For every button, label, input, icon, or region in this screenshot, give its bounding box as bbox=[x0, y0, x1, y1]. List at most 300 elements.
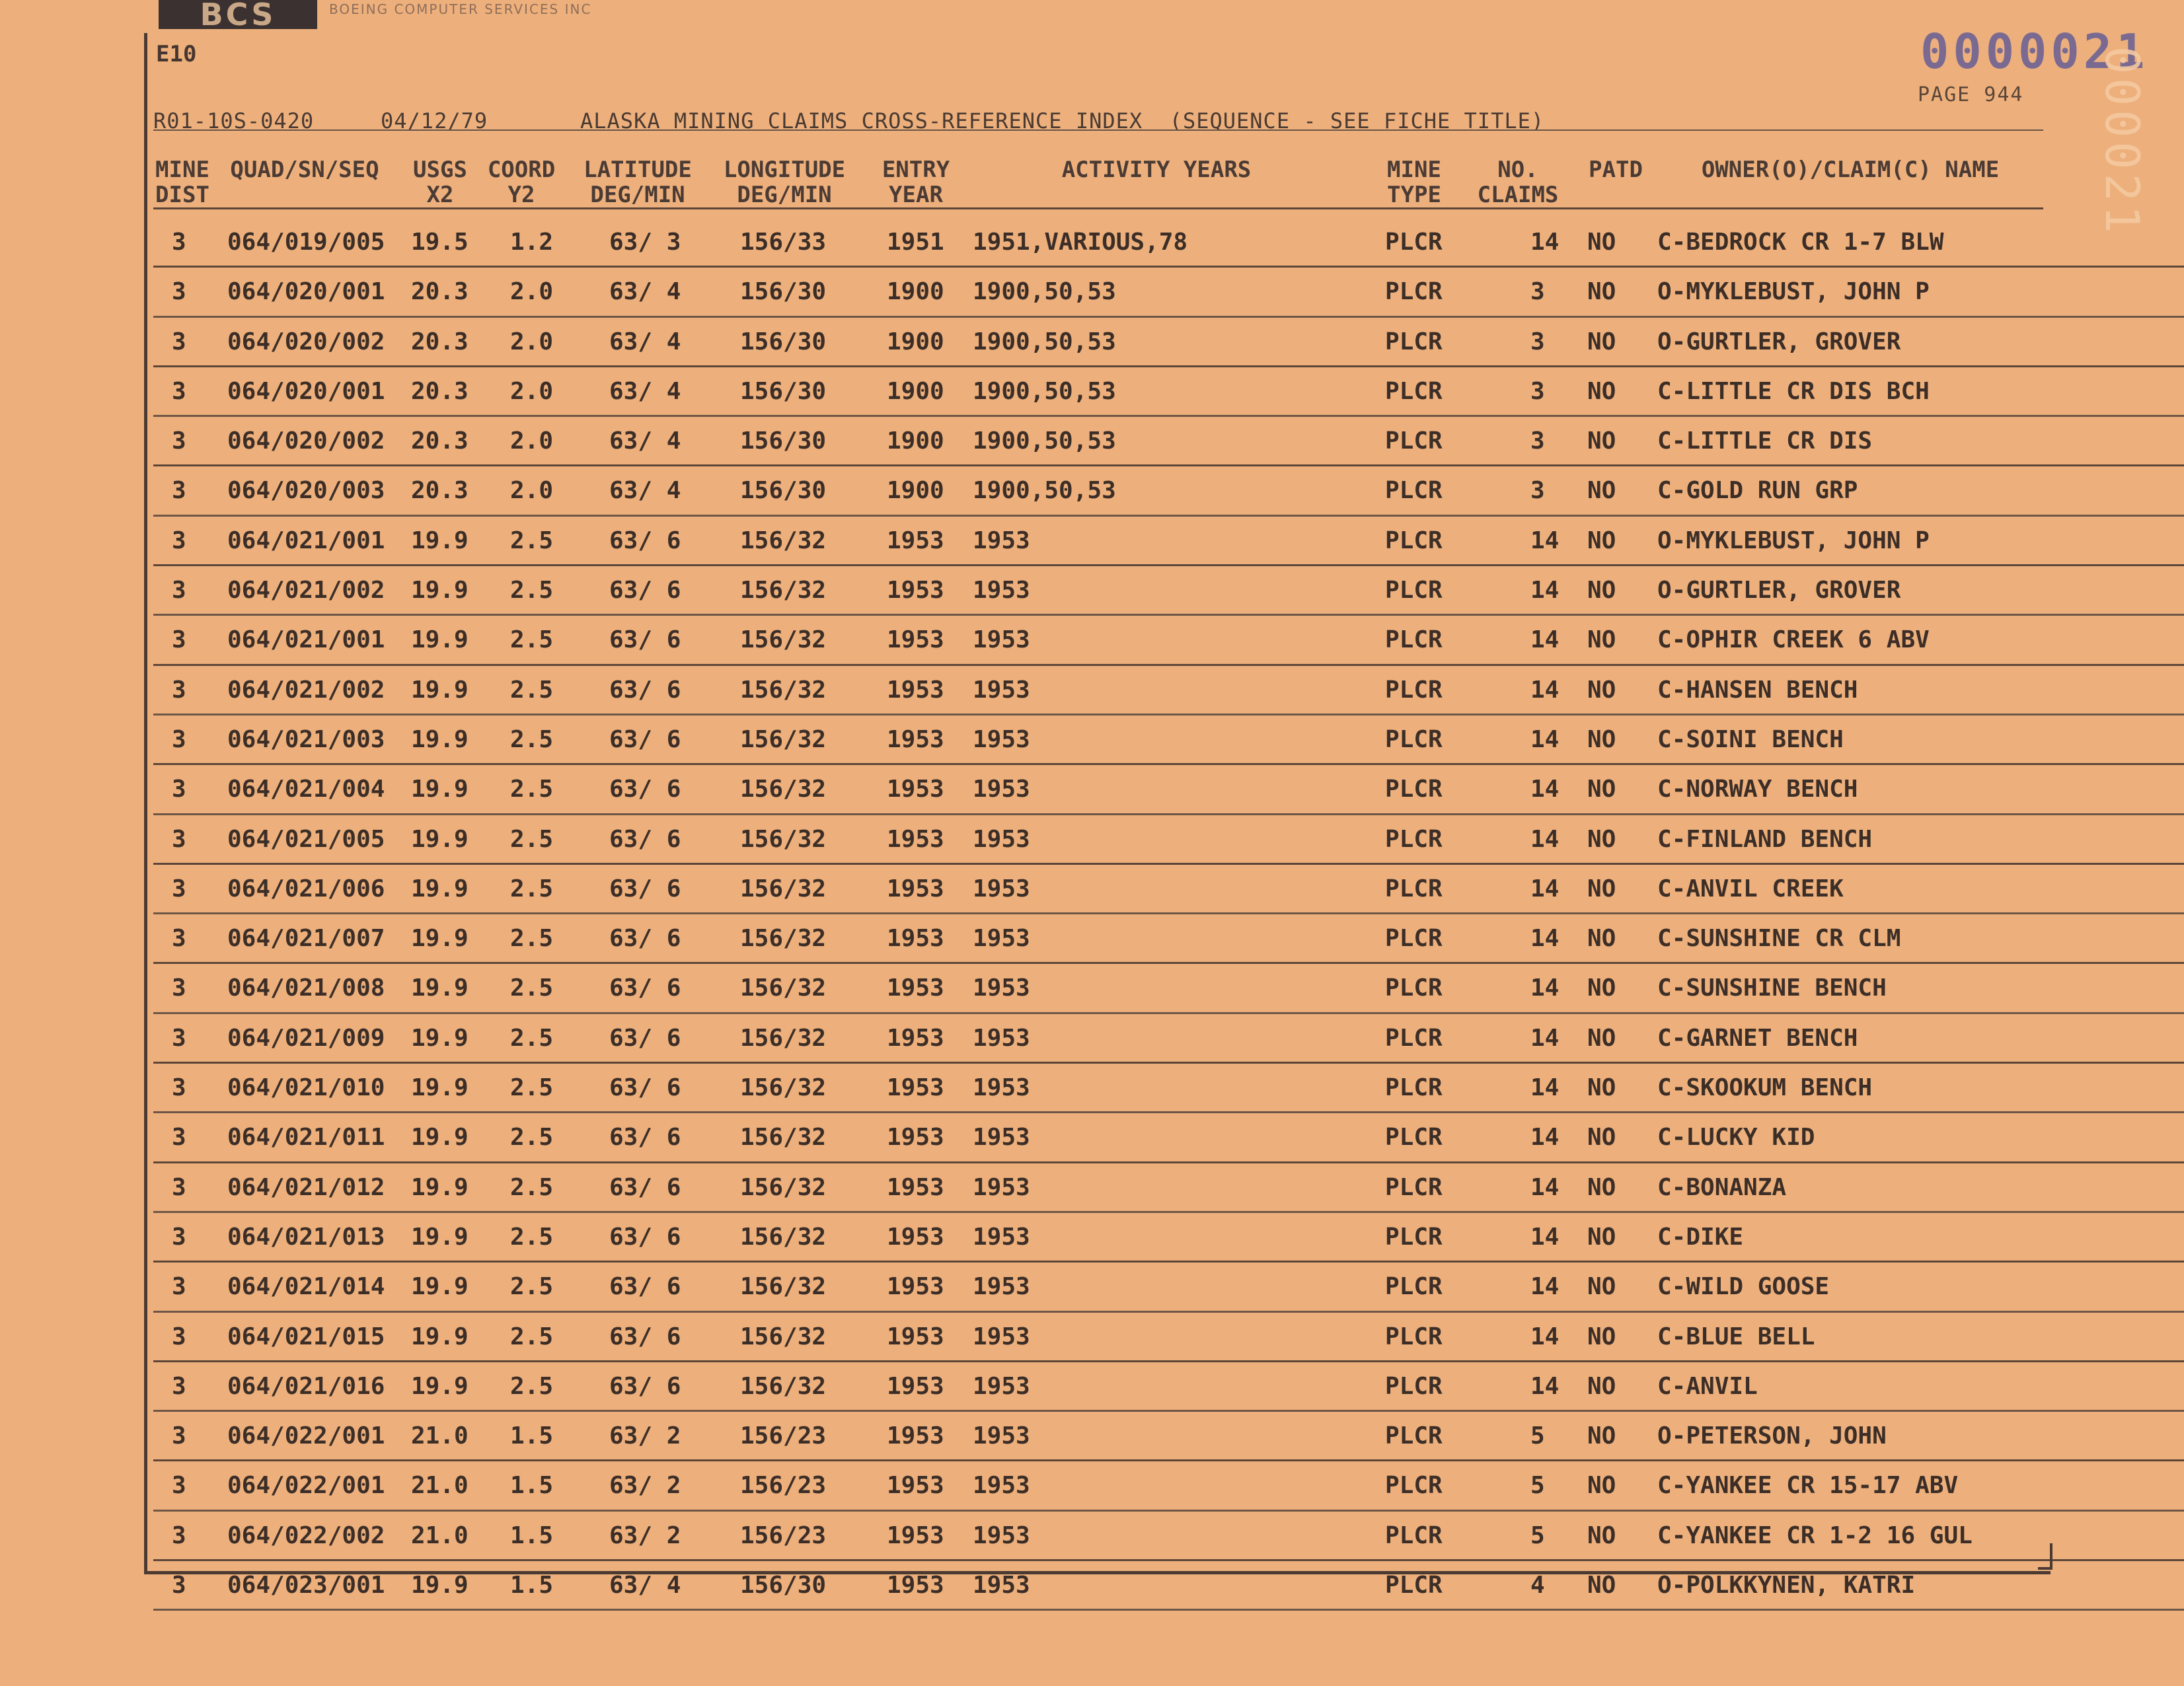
owner-claim-name: O-MYKLEBUST, JOHN P bbox=[1657, 278, 1930, 306]
longitude: 156/30 bbox=[740, 377, 827, 405]
mine-type: PLCR bbox=[1385, 1521, 1443, 1549]
mine-dist: 3 bbox=[172, 925, 186, 953]
owner-claim-name: O-PETERSON, JOHN bbox=[1657, 1422, 1887, 1450]
table-row bbox=[153, 466, 2184, 516]
usgs-x2: 21.0 bbox=[411, 1422, 469, 1450]
table-row bbox=[153, 914, 2184, 964]
latitude: 63/ 2 bbox=[609, 1521, 681, 1549]
col-header-claims: NO. CLAIMS bbox=[1477, 157, 1559, 208]
col-header-longitude: LONGITUDE DEG/MIN bbox=[723, 157, 846, 208]
owner-claim-name: C-BLUE BELL bbox=[1657, 1323, 1815, 1350]
col-header-x2: USGS X2 bbox=[413, 157, 467, 208]
quad-sn-seq: 064/021/013 bbox=[227, 1223, 385, 1251]
claim-count: 14 bbox=[1530, 1323, 1560, 1350]
longitude: 156/32 bbox=[740, 725, 827, 753]
mine-dist: 3 bbox=[172, 1024, 186, 1052]
claim-count: 14 bbox=[1530, 1024, 1560, 1052]
mine-dist: 3 bbox=[172, 676, 186, 704]
col-header-quad: QUAD/SN/SEQ bbox=[230, 157, 379, 183]
usgs-x2: 19.9 bbox=[411, 527, 469, 554]
patented: NO bbox=[1587, 1074, 1616, 1102]
activity-years: 1953 bbox=[973, 725, 1030, 753]
claim-count: 14 bbox=[1530, 875, 1560, 902]
usgs-x2: 19.9 bbox=[411, 577, 469, 605]
table-row bbox=[153, 1362, 2184, 1412]
usgs-x2: 19.9 bbox=[411, 1074, 469, 1102]
owner-claim-name: C-ANVIL bbox=[1657, 1372, 1758, 1400]
usgs-x2: 20.3 bbox=[411, 278, 469, 306]
longitude: 156/23 bbox=[740, 1422, 827, 1450]
longitude: 156/32 bbox=[740, 1024, 827, 1052]
quad-sn-seq: 064/021/015 bbox=[227, 1323, 385, 1350]
column-header-rule bbox=[153, 207, 2043, 209]
mine-type: PLCR bbox=[1385, 328, 1443, 355]
owner-claim-name: C-WILD GOOSE bbox=[1657, 1273, 1830, 1301]
quad-sn-seq: 064/021/007 bbox=[227, 925, 385, 953]
activity-years: 1900,50,53 bbox=[973, 377, 1116, 405]
usgs-x2: 19.9 bbox=[411, 1223, 469, 1251]
table-row bbox=[153, 566, 2184, 616]
mine-dist: 3 bbox=[172, 626, 186, 654]
claim-count: 14 bbox=[1530, 825, 1560, 853]
mine-dist: 3 bbox=[172, 427, 186, 455]
claim-count: 14 bbox=[1530, 676, 1560, 704]
longitude: 156/32 bbox=[740, 1273, 827, 1301]
owner-claim-name: C-SOINI BENCH bbox=[1657, 725, 1844, 753]
mine-dist: 3 bbox=[172, 1074, 186, 1102]
table-row bbox=[153, 517, 2184, 566]
entry-year: 1953 bbox=[887, 527, 944, 554]
mine-type: PLCR bbox=[1385, 825, 1443, 853]
usgs-x2: 19.9 bbox=[411, 676, 469, 704]
quad-sn-seq: 064/021/005 bbox=[227, 825, 385, 853]
activity-years: 1900,50,53 bbox=[973, 477, 1116, 505]
claim-count: 14 bbox=[1530, 1173, 1560, 1201]
patented: NO bbox=[1587, 626, 1616, 654]
usgs-x2: 21.0 bbox=[411, 1472, 469, 1500]
quad-sn-seq: 064/021/014 bbox=[227, 1273, 385, 1301]
page-number: PAGE 944 bbox=[1918, 83, 2024, 106]
table-row bbox=[153, 1163, 2184, 1213]
latitude: 63/ 4 bbox=[609, 278, 681, 306]
owner-claim-name: C-SKOOKUM BENCH bbox=[1657, 1074, 1873, 1102]
mine-dist: 3 bbox=[172, 527, 186, 554]
activity-years: 1951,VARIOUS,78 bbox=[973, 229, 1188, 256]
owner-claim-name: C-NORWAY BENCH bbox=[1657, 776, 1858, 803]
quad-sn-seq: 064/021/011 bbox=[227, 1124, 385, 1152]
activity-years: 1953 bbox=[973, 1422, 1030, 1450]
col-header-mine-type: MINE TYPE bbox=[1387, 157, 1441, 208]
mine-type: PLCR bbox=[1385, 725, 1443, 753]
patented: NO bbox=[1587, 776, 1616, 803]
activity-years: 1953 bbox=[973, 1372, 1030, 1400]
owner-claim-name: C-LITTLE CR DIS BCH bbox=[1657, 377, 1930, 405]
latitude: 63/ 6 bbox=[609, 825, 681, 853]
mine-type: PLCR bbox=[1385, 229, 1443, 256]
mine-dist: 3 bbox=[172, 1323, 186, 1350]
patented: NO bbox=[1587, 1273, 1616, 1301]
patented: NO bbox=[1587, 676, 1616, 704]
usgs-x2: 19.9 bbox=[411, 725, 469, 753]
coord-y2: 2.0 bbox=[510, 377, 554, 405]
mine-dist: 3 bbox=[172, 1124, 186, 1152]
table-row bbox=[153, 616, 2184, 665]
quad-sn-seq: 064/022/001 bbox=[227, 1422, 385, 1450]
table-row bbox=[153, 1064, 2184, 1113]
claim-count: 14 bbox=[1530, 1074, 1560, 1102]
mine-dist: 3 bbox=[172, 1422, 186, 1450]
mine-dist: 3 bbox=[172, 477, 186, 505]
claim-count: 14 bbox=[1530, 974, 1560, 1002]
activity-years: 1953 bbox=[973, 1173, 1030, 1201]
quad-sn-seq: 064/020/002 bbox=[227, 328, 385, 355]
patented: NO bbox=[1587, 477, 1616, 505]
longitude: 156/23 bbox=[740, 1521, 827, 1549]
claim-count: 14 bbox=[1530, 527, 1560, 554]
latitude: 63/ 4 bbox=[609, 1572, 681, 1599]
owner-claim-name: O-GURTLER, GROVER bbox=[1657, 328, 1901, 355]
coord-y2: 2.5 bbox=[510, 577, 554, 605]
coord-y2: 2.5 bbox=[510, 527, 554, 554]
quad-sn-seq: 064/019/005 bbox=[227, 229, 385, 256]
entry-year: 1953 bbox=[887, 1323, 944, 1350]
usgs-x2: 19.9 bbox=[411, 1323, 469, 1350]
usgs-x2: 19.9 bbox=[411, 1572, 469, 1599]
usgs-x2: 19.9 bbox=[411, 1173, 469, 1201]
activity-years: 1900,50,53 bbox=[973, 328, 1116, 355]
claim-count: 14 bbox=[1530, 725, 1560, 753]
patented: NO bbox=[1587, 1173, 1616, 1201]
activity-years: 1900,50,53 bbox=[973, 278, 1116, 306]
table-row bbox=[153, 964, 2184, 1013]
coord-y2: 1.5 bbox=[510, 1472, 554, 1500]
company-name: BOEING COMPUTER SERVICES INC bbox=[329, 1, 592, 17]
usgs-x2: 19.5 bbox=[411, 229, 469, 256]
claim-count: 3 bbox=[1530, 328, 1545, 355]
coord-y2: 2.5 bbox=[510, 725, 554, 753]
claim-count: 14 bbox=[1530, 626, 1560, 654]
mine-type: PLCR bbox=[1385, 1572, 1443, 1599]
mine-dist: 3 bbox=[172, 1521, 186, 1549]
activity-years: 1953 bbox=[973, 1074, 1030, 1102]
mine-dist: 3 bbox=[172, 278, 186, 306]
usgs-x2: 20.3 bbox=[411, 328, 469, 355]
patented: NO bbox=[1587, 377, 1616, 405]
longitude: 156/32 bbox=[740, 1124, 827, 1152]
usgs-x2: 19.9 bbox=[411, 1124, 469, 1152]
longitude: 156/23 bbox=[740, 1472, 827, 1500]
activity-years: 1953 bbox=[973, 1223, 1030, 1251]
coord-y2: 2.5 bbox=[510, 1024, 554, 1052]
activity-years: 1953 bbox=[973, 974, 1030, 1002]
patented: NO bbox=[1587, 1223, 1616, 1251]
entry-year: 1953 bbox=[887, 974, 944, 1002]
table-row bbox=[153, 815, 2184, 865]
entry-year: 1953 bbox=[887, 1124, 944, 1152]
mine-type: PLCR bbox=[1385, 278, 1443, 306]
patented: NO bbox=[1587, 1024, 1616, 1052]
usgs-x2: 21.0 bbox=[411, 1521, 469, 1549]
entry-year: 1953 bbox=[887, 626, 944, 654]
table-row bbox=[153, 1113, 2184, 1163]
longitude: 156/32 bbox=[740, 825, 827, 853]
quad-sn-seq: 064/021/016 bbox=[227, 1372, 385, 1400]
usgs-x2: 19.9 bbox=[411, 925, 469, 953]
quad-sn-seq: 064/022/001 bbox=[227, 1472, 385, 1500]
longitude: 156/30 bbox=[740, 1572, 827, 1599]
coord-y2: 2.5 bbox=[510, 1124, 554, 1152]
mine-type: PLCR bbox=[1385, 577, 1443, 605]
owner-claim-name: C-LITTLE CR DIS bbox=[1657, 427, 1873, 455]
longitude: 156/32 bbox=[740, 875, 827, 902]
usgs-x2: 19.9 bbox=[411, 776, 469, 803]
longitude: 156/32 bbox=[740, 626, 827, 654]
claim-count: 5 bbox=[1530, 1422, 1545, 1450]
entry-year: 1953 bbox=[887, 825, 944, 853]
mine-type: PLCR bbox=[1385, 527, 1443, 554]
table-row bbox=[153, 268, 2184, 317]
entry-year: 1953 bbox=[887, 925, 944, 953]
usgs-x2: 19.9 bbox=[411, 1372, 469, 1400]
claim-count: 14 bbox=[1530, 1223, 1560, 1251]
usgs-x2: 20.3 bbox=[411, 377, 469, 405]
entry-year: 1953 bbox=[887, 1223, 944, 1251]
quad-sn-seq: 064/021/003 bbox=[227, 725, 385, 753]
patented: NO bbox=[1587, 427, 1616, 455]
coord-y2: 2.5 bbox=[510, 626, 554, 654]
patented: NO bbox=[1587, 577, 1616, 605]
owner-claim-name: C-BEDROCK CR 1-7 BLW bbox=[1657, 229, 1944, 256]
activity-years: 1953 bbox=[973, 1273, 1030, 1301]
coord-y2: 1.2 bbox=[510, 229, 554, 256]
claim-count: 14 bbox=[1530, 1372, 1560, 1400]
coord-y2: 1.5 bbox=[510, 1521, 554, 1549]
usgs-x2: 19.9 bbox=[411, 1273, 469, 1301]
mine-type: PLCR bbox=[1385, 1024, 1443, 1052]
mine-type: PLCR bbox=[1385, 427, 1443, 455]
entry-year: 1900 bbox=[887, 328, 944, 355]
latitude: 63/ 6 bbox=[609, 1173, 681, 1201]
edge-stamp: 000021 bbox=[2095, 46, 2149, 237]
claim-count: 14 bbox=[1530, 776, 1560, 803]
owner-claim-name: C-BONANZA bbox=[1657, 1173, 1787, 1201]
mine-type: PLCR bbox=[1385, 1223, 1443, 1251]
entry-year: 1953 bbox=[887, 1273, 944, 1301]
latitude: 63/ 6 bbox=[609, 1074, 681, 1102]
patented: NO bbox=[1587, 328, 1616, 355]
entry-year: 1953 bbox=[887, 1422, 944, 1450]
table-row bbox=[153, 417, 2184, 466]
mine-type: PLCR bbox=[1385, 1422, 1443, 1450]
table-row bbox=[153, 1313, 2184, 1362]
owner-claim-name: C-ANVIL CREEK bbox=[1657, 875, 1844, 902]
activity-years: 1953 bbox=[973, 577, 1030, 605]
mine-dist: 3 bbox=[172, 377, 186, 405]
latitude: 63/ 6 bbox=[609, 875, 681, 902]
latitude: 63/ 6 bbox=[609, 626, 681, 654]
owner-claim-name: O-GURTLER, GROVER bbox=[1657, 577, 1901, 605]
owner-claim-name: C-YANKEE CR 15-17 ABV bbox=[1657, 1472, 1959, 1500]
owner-claim-name: O-MYKLEBUST, JOHN P bbox=[1657, 527, 1930, 554]
claim-count: 3 bbox=[1530, 477, 1545, 505]
usgs-x2: 19.9 bbox=[411, 875, 469, 902]
mine-dist: 3 bbox=[172, 974, 186, 1002]
coord-y2: 2.5 bbox=[510, 875, 554, 902]
owner-claim-name: C-YANKEE CR 1-2 16 GUL bbox=[1657, 1521, 1973, 1549]
table-row bbox=[153, 1014, 2184, 1064]
entry-year: 1953 bbox=[887, 776, 944, 803]
mine-type: PLCR bbox=[1385, 1124, 1443, 1152]
mine-type: PLCR bbox=[1385, 1372, 1443, 1400]
quad-sn-seq: 064/021/006 bbox=[227, 875, 385, 902]
activity-years: 1953 bbox=[973, 925, 1030, 953]
activity-years: 1953 bbox=[973, 676, 1030, 704]
entry-year: 1900 bbox=[887, 427, 944, 455]
quad-sn-seq: 064/021/004 bbox=[227, 776, 385, 803]
fiche-id: E10 bbox=[156, 41, 197, 67]
entry-year: 1953 bbox=[887, 676, 944, 704]
activity-years: 1953 bbox=[973, 1472, 1030, 1500]
claim-count: 3 bbox=[1530, 377, 1545, 405]
owner-claim-name: C-FINLAND BENCH bbox=[1657, 825, 1873, 853]
mine-type: PLCR bbox=[1385, 974, 1443, 1002]
activity-years: 1953 bbox=[973, 1323, 1030, 1350]
mine-type: PLCR bbox=[1385, 1074, 1443, 1102]
coord-y2: 2.0 bbox=[510, 328, 554, 355]
latitude: 63/ 6 bbox=[609, 725, 681, 753]
coord-y2: 2.5 bbox=[510, 676, 554, 704]
longitude: 156/32 bbox=[740, 1323, 827, 1350]
mine-type: PLCR bbox=[1385, 377, 1443, 405]
mine-type: PLCR bbox=[1385, 1472, 1443, 1500]
mine-type: PLCR bbox=[1385, 776, 1443, 803]
quad-sn-seq: 064/021/012 bbox=[227, 1173, 385, 1201]
patented: NO bbox=[1587, 1372, 1616, 1400]
coord-y2: 2.5 bbox=[510, 1372, 554, 1400]
mine-dist: 3 bbox=[172, 875, 186, 902]
claim-count: 14 bbox=[1530, 577, 1560, 605]
entry-year: 1951 bbox=[887, 229, 944, 256]
quad-sn-seq: 064/020/001 bbox=[227, 377, 385, 405]
latitude: 63/ 6 bbox=[609, 1372, 681, 1400]
bcs-logo: BCS bbox=[159, 0, 317, 29]
patented: NO bbox=[1587, 1472, 1616, 1500]
mine-type: PLCR bbox=[1385, 1173, 1443, 1201]
mine-type: PLCR bbox=[1385, 925, 1443, 953]
latitude: 63/ 6 bbox=[609, 577, 681, 605]
entry-year: 1953 bbox=[887, 1472, 944, 1500]
patented: NO bbox=[1587, 278, 1616, 306]
table-row bbox=[153, 1561, 2184, 1611]
report-title: ALASKA MINING CLAIMS CROSS-REFERENCE INDEX (SEQUENCE - SEE FICHE TITLE) bbox=[580, 108, 1545, 133]
activity-years: 1953 bbox=[973, 875, 1030, 902]
longitude: 156/32 bbox=[740, 925, 827, 953]
mine-dist: 3 bbox=[172, 776, 186, 803]
mine-dist: 3 bbox=[172, 1472, 186, 1500]
coord-y2: 2.0 bbox=[510, 427, 554, 455]
coord-y2: 1.5 bbox=[510, 1422, 554, 1450]
entry-year: 1953 bbox=[887, 577, 944, 605]
owner-claim-name: C-LUCKY KID bbox=[1657, 1124, 1815, 1152]
latitude: 63/ 2 bbox=[609, 1422, 681, 1450]
quad-sn-seq: 064/020/003 bbox=[227, 477, 385, 505]
usgs-x2: 19.9 bbox=[411, 1024, 469, 1052]
quad-sn-seq: 064/021/001 bbox=[227, 527, 385, 554]
coord-y2: 2.5 bbox=[510, 1273, 554, 1301]
report-id: R01-10S-0420 bbox=[153, 108, 315, 133]
mine-type: PLCR bbox=[1385, 676, 1443, 704]
longitude: 156/32 bbox=[740, 1173, 827, 1201]
mine-dist: 3 bbox=[172, 1572, 186, 1599]
entry-year: 1953 bbox=[887, 875, 944, 902]
longitude: 156/32 bbox=[740, 776, 827, 803]
entry-year: 1953 bbox=[887, 1074, 944, 1102]
activity-years: 1953 bbox=[973, 1024, 1030, 1052]
latitude: 63/ 6 bbox=[609, 527, 681, 554]
mine-type: PLCR bbox=[1385, 1273, 1443, 1301]
patented: NO bbox=[1587, 1521, 1616, 1549]
table-row bbox=[153, 367, 2184, 417]
patented: NO bbox=[1587, 974, 1616, 1002]
quad-sn-seq: 064/021/010 bbox=[227, 1074, 385, 1102]
table-row bbox=[153, 1213, 2184, 1263]
patented: NO bbox=[1587, 1323, 1616, 1350]
usgs-x2: 19.9 bbox=[411, 626, 469, 654]
mine-dist: 3 bbox=[172, 229, 186, 256]
usgs-x2: 19.9 bbox=[411, 974, 469, 1002]
entry-year: 1953 bbox=[887, 1173, 944, 1201]
mine-dist: 3 bbox=[172, 725, 186, 753]
coord-y2: 2.5 bbox=[510, 776, 554, 803]
activity-years: 1953 bbox=[973, 527, 1030, 554]
owner-claim-name: C-HANSEN BENCH bbox=[1657, 676, 1858, 704]
quad-sn-seq: 064/020/001 bbox=[227, 278, 385, 306]
longitude: 156/30 bbox=[740, 427, 827, 455]
col-header-entry-year: ENTRY YEAR bbox=[882, 157, 950, 208]
owner-claim-name: O-POLKKYNEN, KATRI bbox=[1657, 1572, 1916, 1599]
table-row bbox=[153, 1412, 2184, 1461]
entry-year: 1953 bbox=[887, 1372, 944, 1400]
owner-claim-name: C-GARNET BENCH bbox=[1657, 1024, 1858, 1052]
entry-year: 1953 bbox=[887, 725, 944, 753]
patented: NO bbox=[1587, 875, 1616, 902]
claim-count: 5 bbox=[1530, 1521, 1545, 1549]
activity-years: 1953 bbox=[973, 825, 1030, 853]
patented: NO bbox=[1587, 1422, 1616, 1450]
mine-dist: 3 bbox=[172, 1173, 186, 1201]
coord-y2: 2.5 bbox=[510, 1074, 554, 1102]
longitude: 156/32 bbox=[740, 527, 827, 554]
latitude: 63/ 4 bbox=[609, 328, 681, 355]
header-rule bbox=[153, 129, 2043, 131]
patented: NO bbox=[1587, 229, 1616, 256]
entry-year: 1953 bbox=[887, 1024, 944, 1052]
coord-y2: 2.5 bbox=[510, 974, 554, 1002]
usgs-x2: 19.9 bbox=[411, 825, 469, 853]
mine-dist: 3 bbox=[172, 577, 186, 605]
latitude: 63/ 2 bbox=[609, 1472, 681, 1500]
col-header-activity-years: ACTIVITY YEARS bbox=[1061, 157, 1252, 183]
table-row bbox=[153, 765, 2184, 815]
longitude: 156/32 bbox=[740, 974, 827, 1002]
longitude: 156/32 bbox=[740, 1223, 827, 1251]
entry-year: 1900 bbox=[887, 278, 944, 306]
report-date: 04/12/79 bbox=[381, 108, 488, 133]
activity-years: 1953 bbox=[973, 626, 1030, 654]
mine-type: PLCR bbox=[1385, 1323, 1443, 1350]
quad-sn-seq: 064/021/002 bbox=[227, 676, 385, 704]
longitude: 156/32 bbox=[740, 577, 827, 605]
